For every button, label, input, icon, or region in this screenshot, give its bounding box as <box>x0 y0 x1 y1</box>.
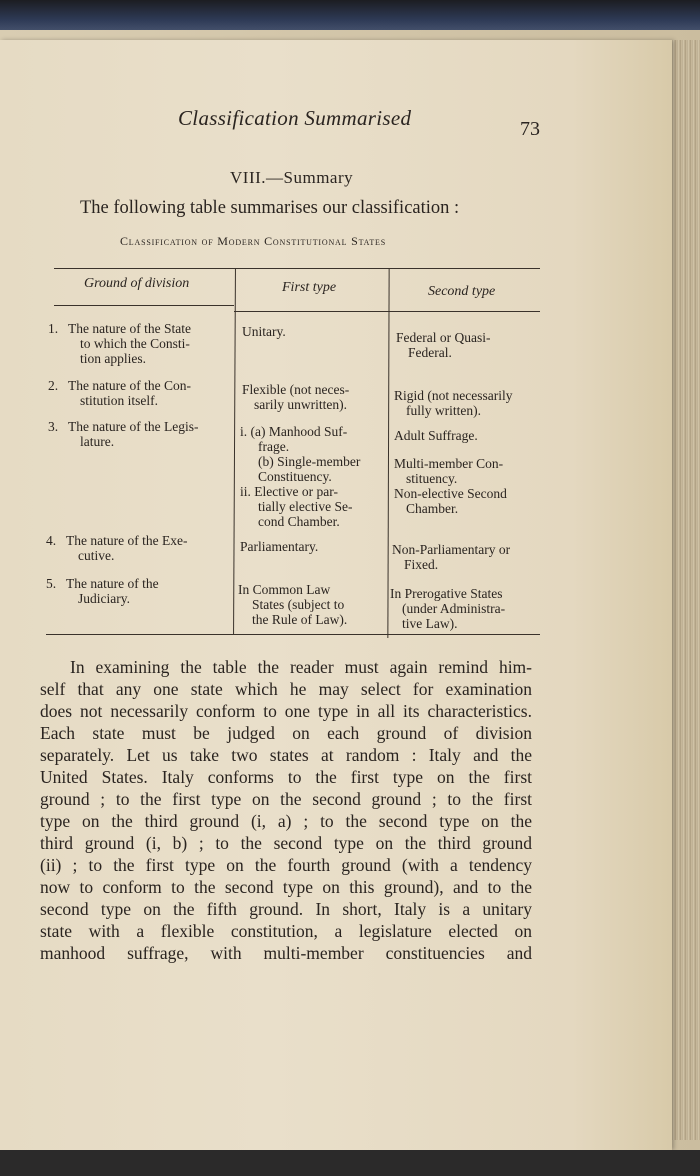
body-line: now to conform to the second type on this ground), and to the <box>40 877 532 897</box>
first-type-cell <box>240 424 386 529</box>
col-head-first-type: First type <box>282 280 337 295</box>
second-type-line: Chamber. <box>406 501 459 516</box>
first-type-line: frage. <box>258 439 290 454</box>
body-line: state with a flexible constitution, a legislature elected on <box>40 921 532 941</box>
second-type-line: In Prerogative States <box>390 586 503 601</box>
first-type-cell <box>242 324 386 339</box>
ground-line: tion applies. <box>80 351 146 366</box>
second-type-line: Federal. <box>408 345 452 360</box>
second-type-line: (under Administra- <box>402 601 506 616</box>
body-line: does not necessarily conform to one type in all its characteristics. <box>40 701 532 721</box>
second-type-line: Adult Suffrage. <box>394 428 478 443</box>
second-type-line: Non-Parliamentary or <box>392 542 511 557</box>
body-line: third ground (i, b) ; to the second type on the third ground <box>40 833 532 853</box>
table-top-rule <box>54 268 540 269</box>
first-type-line: (b) Single-member <box>258 454 361 469</box>
second-type-line: Federal or Quasi- <box>396 330 491 345</box>
ground-line: The nature of the Legis- <box>68 419 199 434</box>
row-number: 4. <box>46 533 57 548</box>
ground-line: lature. <box>80 434 115 449</box>
second-type-line: Multi-member Con- <box>394 456 504 471</box>
first-type-line: Constituency. <box>258 469 332 484</box>
second-type-line: Fixed. <box>404 557 439 572</box>
running-head: Classification Summarised <box>178 106 412 130</box>
ground-line: Judiciary. <box>78 591 130 606</box>
first-type-line: Flexible (not neces- <box>242 382 350 397</box>
table-caption: Classification of Modern Constitutional States <box>120 234 386 248</box>
first-type-line: ii. Elective or par- <box>240 484 338 499</box>
page-edges <box>672 40 700 1140</box>
table-row <box>48 419 232 449</box>
table-row <box>46 576 232 606</box>
second-type-line: tive Law). <box>402 616 458 631</box>
first-type-line: In Common Law <box>238 582 331 597</box>
second-type-line: Non-elective Second <box>394 486 507 501</box>
table-bottom-rule <box>46 634 540 635</box>
row-number: 2. <box>48 378 59 393</box>
second-type-cell <box>396 330 542 360</box>
first-type-line: sarily unwritten). <box>254 397 347 412</box>
first-type-line: cond Chamber. <box>258 514 340 529</box>
table-row <box>48 378 232 408</box>
row-number: 3. <box>48 419 59 434</box>
body-line: self that any one state which he may select for examination <box>40 679 532 699</box>
first-type-line: Unitary. <box>242 324 286 339</box>
body-line: ground ; to the first type on the second ground ; to the first <box>40 789 532 809</box>
second-type-line: stituency. <box>406 471 458 486</box>
body-line: separately. Let us take two states at random : Italy and the <box>40 745 532 765</box>
body-line: United States. Italy conforms to the first type on the first <box>40 767 532 787</box>
bottom-shadow <box>0 1150 700 1176</box>
page-number: 73 <box>520 118 540 140</box>
intro-text: The following table summarises our classification : <box>80 198 460 218</box>
body-line: (ii) ; to the first type on the fourth ground (with a tendency <box>40 855 532 875</box>
body-line: type on the third ground (i, a) ; to the second type on the <box>40 811 532 831</box>
first-type-line: i. (a) Manhood Suf- <box>240 424 348 439</box>
col-head-ground: Ground of division <box>84 276 190 291</box>
second-type-line: fully written). <box>406 403 481 418</box>
body-line: manhood suffrage, with multi-member constituencies and <box>40 943 532 963</box>
ground-line: stitution itself. <box>80 393 159 408</box>
ground-line: cutive. <box>78 548 115 563</box>
ground-line: The nature of the Con- <box>68 378 191 393</box>
second-type-cell <box>392 542 542 572</box>
body-paragraph <box>40 656 532 964</box>
first-type-line: the Rule of Law). <box>252 612 348 627</box>
ground-line: The nature of the <box>66 576 159 591</box>
table-row <box>46 533 232 563</box>
ground-line: to which the Consti- <box>80 336 190 351</box>
body-line: second type on the fifth ground. In short, Italy is a unitary <box>40 899 532 919</box>
second-type-cell <box>394 388 542 418</box>
header-rule-1 <box>54 305 234 306</box>
ground-line: The nature of the Exe- <box>66 533 188 548</box>
col-head-second-type: Second type <box>428 284 496 299</box>
row-number: 5. <box>46 576 57 591</box>
header-rule-2 <box>234 311 540 312</box>
second-type-cell <box>394 428 542 516</box>
first-type-cell <box>242 382 386 412</box>
body-line: Each state must be judged on each ground of division <box>40 723 532 743</box>
second-type-line: Rigid (not necessarily <box>394 388 513 403</box>
second-type-cell <box>390 586 542 631</box>
first-type-cell <box>240 539 386 554</box>
ground-line: The nature of the State <box>68 321 191 336</box>
section-heading: VIII.—Summary <box>230 168 354 187</box>
first-type-line: tially elective Se- <box>258 499 353 514</box>
row-number: 1. <box>48 321 59 336</box>
body-line: In examining the table the reader must again remind him- <box>70 657 532 677</box>
first-type-cell <box>238 582 384 627</box>
first-type-line: Parliamentary. <box>240 539 319 554</box>
first-type-line: States (subject to <box>252 597 345 612</box>
table-row <box>48 321 232 366</box>
